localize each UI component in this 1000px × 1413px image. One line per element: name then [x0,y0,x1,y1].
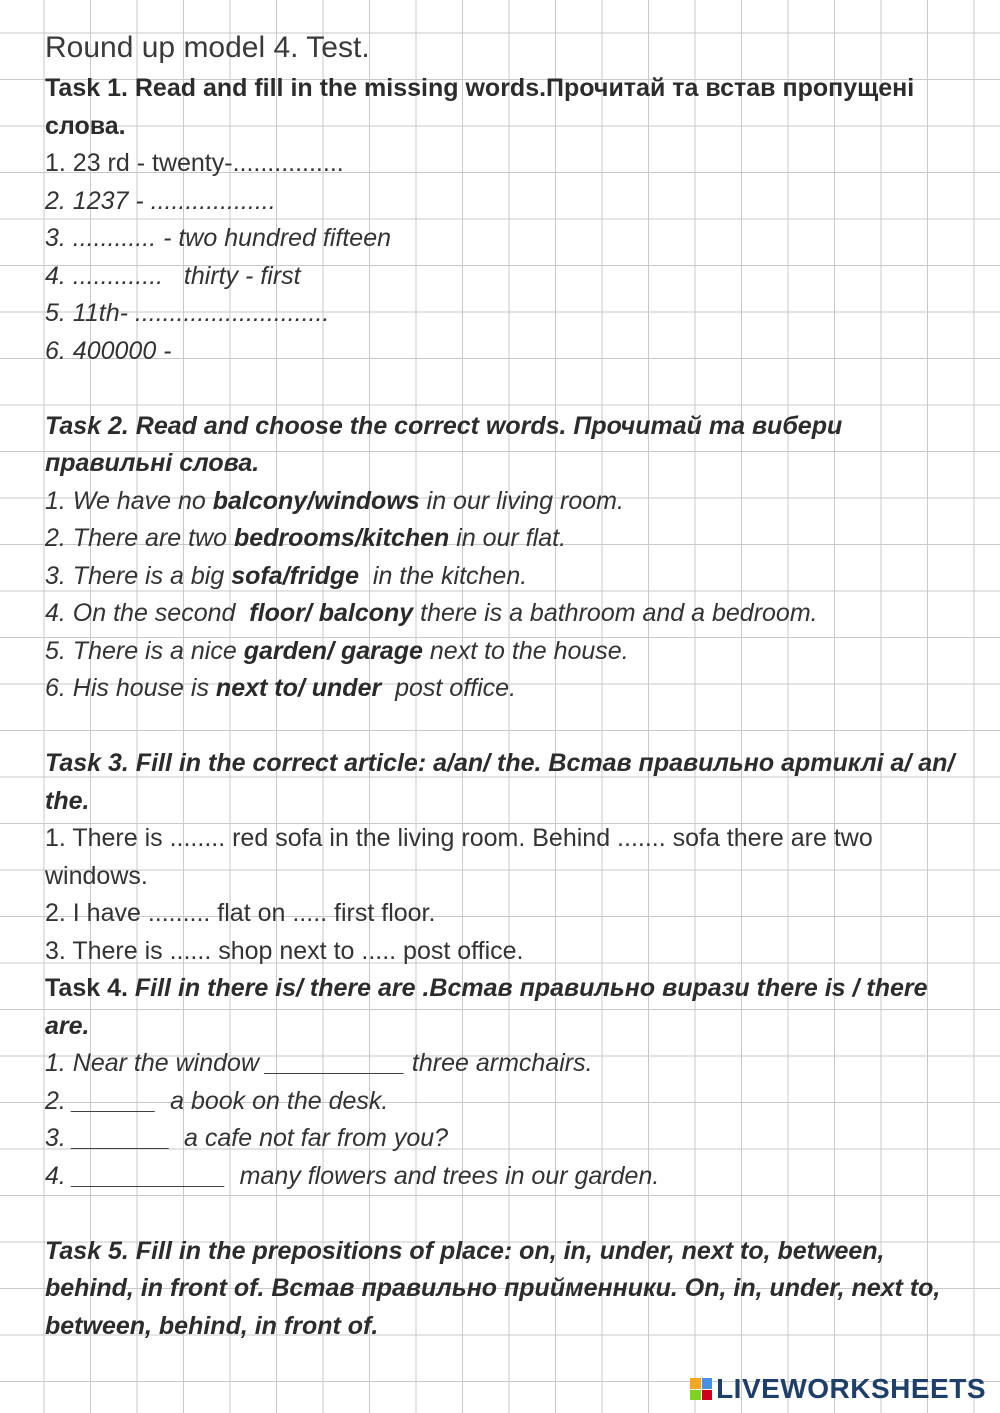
task1-item-3: 3. ............ - two hundred fifteen [45,224,392,252]
task1-item-1: 1. 23 rd - twenty-................ [45,149,344,177]
task2-item-6: 6. His house is next to/ under post office. [45,674,517,702]
task4-item-4: 4. ___________ many flowers and trees in our garden. [45,1161,660,1190]
task2-item-2: 2. There are two bedrooms/kitchen in our flat. [45,524,567,552]
task3-item-3: 3. There is ...... shop next to ..... post office. [45,936,524,965]
task1-item-4: 4. ............. thirty - first [45,261,301,290]
task1-item-5: 5. 11th- ............................ [45,299,330,327]
task2-item-3: 3. There is a big sofa/fridge in the kitchen. [45,561,528,590]
task2-item-5: 5. There is a nice garden/ garage next to the house. [45,636,629,665]
task1-item-6: 6. 400000 - [45,336,172,365]
task2-option-2: bedrooms/kitchen [233,524,450,552]
task4-item-3: 3. _______ a cafe not far from you? [45,1124,449,1152]
worksheet-title: Round up model 4. Test. [45,31,370,64]
task2-option-6: next to/ under [215,674,382,702]
liveworksheets-logo [690,1373,986,1405]
task4-instruction: Fill in there is/ there are .Встав правильно вирази there is / there are. [45,974,928,1040]
task2-option-5: garden/ garage [243,636,423,665]
task4-heading [45,970,965,1045]
task5-heading: Task 5. Fill in the prepositions of place: on, in, under, next to, between, behind, in front of. Встав правильно прийменники. On, in, under, next to, between, behind, in front of. [45,1236,941,1340]
task2-option-3: sofa/fridge [231,561,360,590]
task2-heading: Task 2. Read and choose the correct words. Прочитай та вибери правильні слова. [45,411,843,477]
task2-option-1: balcony/windows [212,486,420,515]
logo-text: LIVEWORKSHEETS [716,1373,986,1404]
task2-option-4: floor/ balcony [249,599,414,627]
task3-heading: Task 3. Fill in the correct article: a/an/ the. Встав правильно артиклі a/ an/ the. [45,749,955,815]
task4-item-1: 1. Near the window __________ three armchairs. [45,1049,593,1077]
task3-item-1: 1. There is ........ red sofa in the living room. Behind ....... sofa there are two windows. [45,824,880,890]
task1-heading: Task 1. Read and fill in the missing words.Прочитай та встав пропущені слова. [45,74,915,140]
liveworksheets-logo-icon [690,1378,712,1400]
task3-item-2: 2. I have ......... flat on ..... first floor. [45,899,436,927]
task1-item-2: 2. 1237 - .................. [45,186,276,215]
task2-item-1: 1. We have no balcony/windows in our living room. [45,486,624,515]
worksheet [45,26,965,1345]
task2-item-4: 4. On the second floor/ balcony there is a bathroom and a bedroom. [45,599,818,627]
task4-item-2: 2. ______ a book on the desk. [45,1086,389,1115]
task4-label: Task 4. [45,974,128,1002]
